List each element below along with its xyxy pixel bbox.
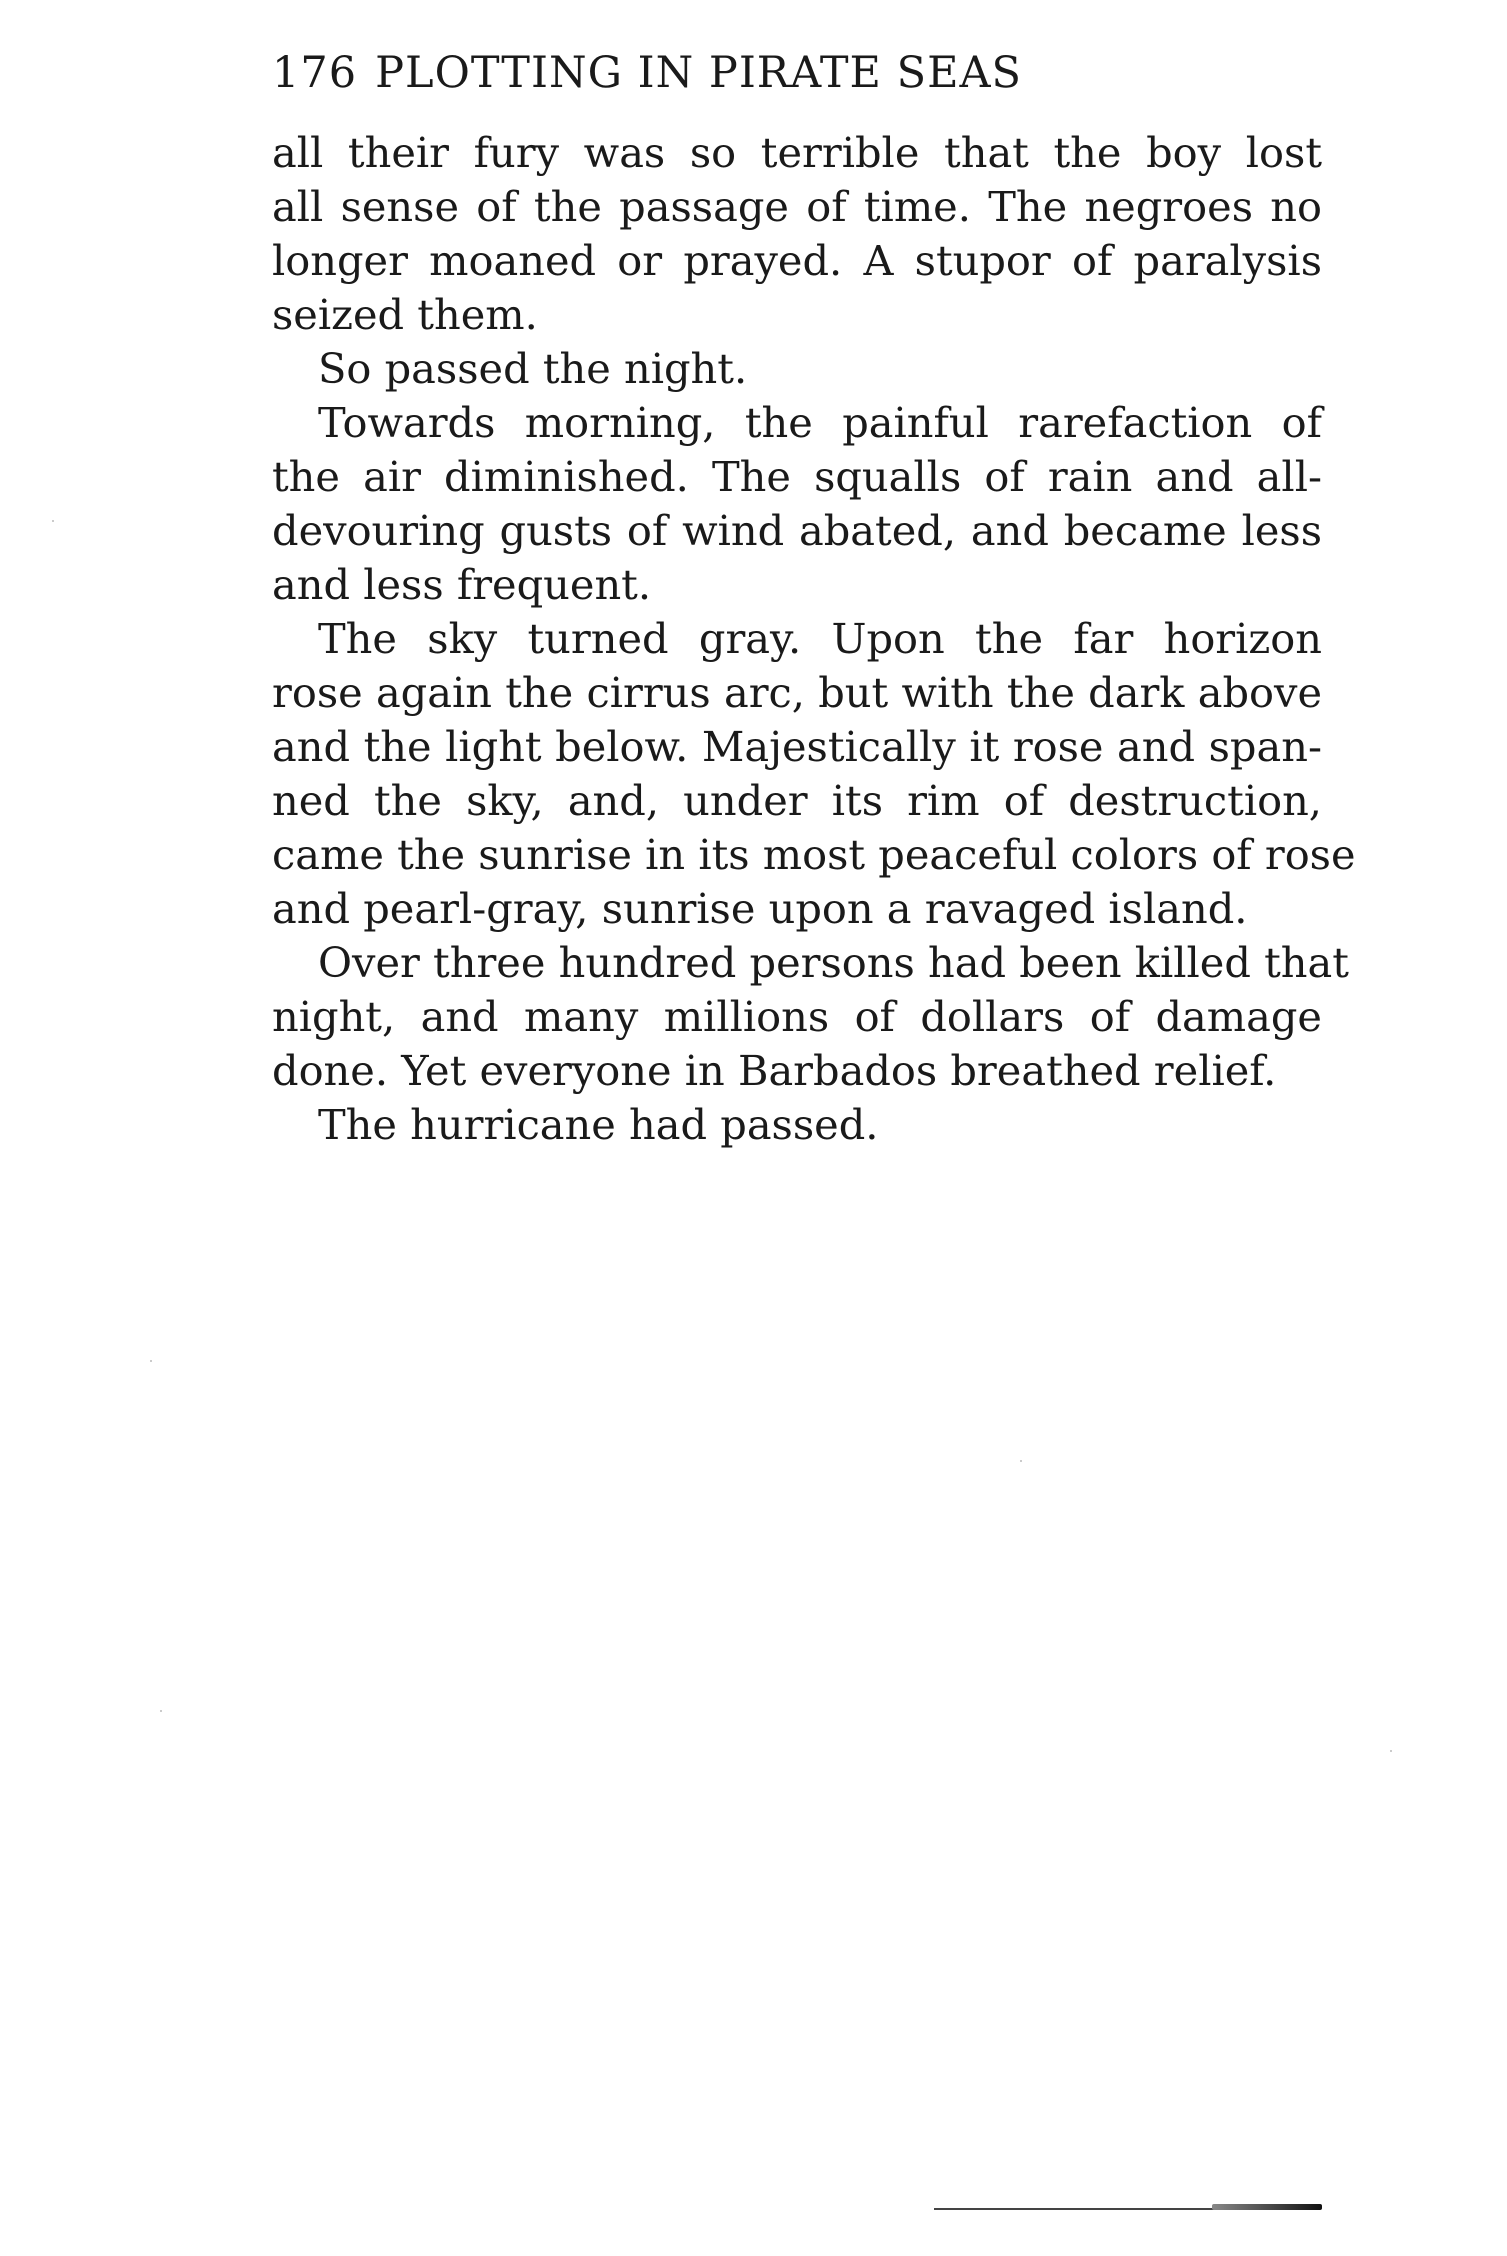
footer-rule-thin (934, 2208, 1234, 2210)
text-line: seized them. (272, 290, 538, 339)
text-line: longer moaned or prayed. A stupor of paralysis (272, 236, 1322, 285)
footer-rule-thick (1212, 2204, 1322, 2210)
paragraph (272, 342, 1322, 396)
text-line: and less frequent. (272, 560, 652, 609)
text-line: all sense of the passage of time. The negroes no (272, 182, 1322, 231)
scan-speck (160, 1710, 162, 1712)
text-line: rose again the cirrus arc, but with the dark above (272, 668, 1322, 717)
text-line: devouring gusts of wind abated, and became less (272, 506, 1322, 555)
paragraph (272, 1098, 1322, 1152)
footer-rule (934, 2204, 1322, 2212)
text-line: done. Yet everyone in Barbados breathed relief. (272, 1046, 1277, 1095)
scan-speck (52, 520, 54, 522)
running-header (272, 48, 1322, 98)
text-line: all their fury was so terrible that the boy lost (272, 128, 1322, 177)
text-line: ned the sky, and, under its rim of destruction, (272, 776, 1322, 825)
text-line: Over three hundred persons had been killed that (318, 938, 1349, 987)
page-number: 176 (272, 48, 358, 98)
paragraph (272, 936, 1349, 1098)
paragraph (272, 396, 1322, 612)
body-text (272, 126, 1356, 1152)
text-line: and the light below. Majestically it rose and span- (272, 722, 1322, 771)
text-line: came the sunrise in its most peaceful colors of rose (272, 830, 1356, 879)
scan-speck (1390, 1750, 1392, 1752)
scan-speck (1020, 1460, 1022, 1462)
text-line: night, and many millions of dollars of damage (272, 992, 1322, 1041)
paragraph (272, 612, 1356, 936)
text-line: So passed the night. (318, 344, 748, 393)
text-line: The sky turned gray. Upon the far horizon (318, 614, 1322, 663)
text-line: Towards morning, the painful rarefaction of (318, 398, 1322, 447)
text-line: the air diminished. The squalls of rain and all- (272, 452, 1322, 501)
scan-speck (150, 1360, 152, 1362)
text-line: The hurricane had passed. (318, 1100, 879, 1149)
text-line: and pearl-gray, sunrise upon a ravaged island. (272, 884, 1248, 933)
running-title: PLOTTING IN PIRATE SEAS (375, 48, 1022, 98)
paragraph (272, 126, 1322, 342)
